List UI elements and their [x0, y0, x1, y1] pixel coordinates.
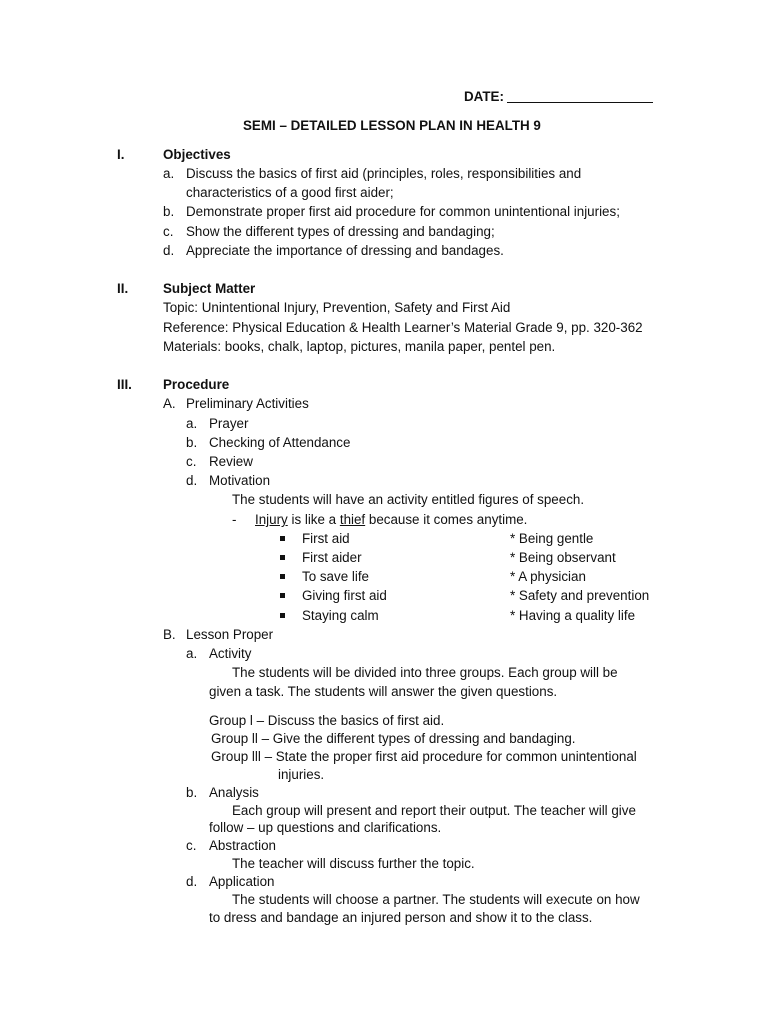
- page-title: SEMI – DETAILED LESSON PLAN IN HEALTH 9: [243, 118, 541, 133]
- figure-end: because it comes anytime.: [365, 512, 528, 527]
- group-3-task: Group lll – State the proper first aid procedure for common unintentional: [211, 749, 637, 764]
- objective-b-text: Demonstrate proper first aid procedure for common unintentional injuries;: [186, 204, 620, 219]
- left-col-item-5: Staying calm: [302, 608, 379, 623]
- activity-text: The students will be divided into three groups. Each group will be: [232, 665, 618, 680]
- figure-of-speech-line: [255, 512, 527, 528]
- activity-label: Activity: [209, 646, 252, 661]
- abstraction-text: The teacher will discuss further the topic.: [232, 856, 475, 871]
- activity-letter: a.: [186, 646, 198, 661]
- analysis-text: Each group will present and report their output. The teacher will give: [232, 803, 636, 818]
- motivation-label: Motivation: [209, 473, 271, 488]
- procedure-heading: Procedure: [163, 377, 230, 392]
- figure-dash: -: [232, 512, 237, 527]
- square-bullet-icon: [280, 593, 285, 598]
- objective-c-letter: c.: [163, 224, 174, 239]
- subject-topic: Topic: Unintentional Injury, Prevention, Safety and First Aid: [163, 300, 511, 315]
- left-col-item-1: First aid: [302, 531, 350, 546]
- right-col-item-2: * Being observant: [510, 550, 616, 565]
- square-bullet-icon: [280, 613, 285, 618]
- abstraction-letter: c.: [186, 838, 197, 853]
- prayer-label: Prayer: [209, 416, 249, 431]
- figure-mid: is like a: [287, 512, 340, 527]
- objective-a-text: Discuss the basics of first aid (principles, roles, responsibilities and: [186, 166, 582, 181]
- attendance-label: Checking of Attendance: [209, 435, 351, 450]
- figure-word-thief: thief: [339, 512, 366, 527]
- objective-a-text-cont: characteristics of a good first aider;: [186, 185, 394, 200]
- prayer-letter: a.: [186, 416, 198, 431]
- right-col-item-5: * Having a quality life: [510, 608, 636, 623]
- objective-b-letter: b.: [163, 204, 175, 219]
- analysis-text-cont: follow – up questions and clarifications.: [209, 820, 442, 835]
- group-3-task-cont: injuries.: [278, 767, 325, 782]
- procedure-number: III.: [117, 377, 132, 392]
- date-blank-line: [507, 102, 653, 103]
- objective-a-letter: a.: [163, 166, 175, 181]
- left-col-item-2: First aider: [302, 550, 362, 565]
- preliminary-letter: A.: [163, 396, 176, 411]
- group-1-task: Group l – Discuss the basics of first aid.: [209, 713, 445, 728]
- right-col-item-4: * Safety and prevention: [510, 588, 650, 603]
- preliminary-label: Preliminary Activities: [186, 396, 309, 411]
- review-label: Review: [209, 454, 253, 469]
- lesson-proper-letter: B.: [163, 627, 176, 642]
- application-label: Application: [209, 874, 275, 889]
- application-letter: d.: [186, 874, 198, 889]
- square-bullet-icon: [280, 536, 285, 541]
- subject-matter-heading: Subject Matter: [163, 281, 256, 296]
- left-col-item-4: Giving first aid: [302, 588, 387, 603]
- motivation-letter: d.: [186, 473, 198, 488]
- objectives-heading: Objectives: [163, 147, 231, 162]
- objective-c-text: Show the different types of dressing and bandaging;: [186, 224, 495, 239]
- subject-matter-number: II.: [117, 281, 129, 296]
- left-col-item-3: To save life: [302, 569, 369, 584]
- group-2-task: Group ll – Give the different types of dressing and bandaging.: [211, 731, 576, 746]
- subject-reference: Reference: Physical Education & Health Learner’s Material Grade 9, pp. 320-362: [163, 320, 643, 335]
- attendance-letter: b.: [186, 435, 198, 450]
- objectives-number: I.: [117, 147, 125, 162]
- application-text: The students will choose a partner. The students will execute on how: [232, 892, 640, 907]
- application-text-cont: to dress and bandage an injured person and show it to the class.: [209, 910, 593, 925]
- objective-d-text: Appreciate the importance of dressing and bandages.: [186, 243, 504, 258]
- activity-text-cont: given a task. The students will answer the given questions.: [209, 684, 558, 699]
- figure-word-injury: Injury: [255, 512, 288, 527]
- objective-d-letter: d.: [163, 243, 175, 258]
- right-col-item-3: * A physician: [510, 569, 586, 584]
- square-bullet-icon: [280, 574, 285, 579]
- date-label: DATE:: [464, 89, 504, 104]
- review-letter: c.: [186, 454, 197, 469]
- analysis-label: Analysis: [209, 785, 259, 800]
- right-col-item-1: * Being gentle: [510, 531, 594, 546]
- abstraction-label: Abstraction: [209, 838, 276, 853]
- motivation-text: The students will have an activity entitled figures of speech.: [232, 492, 585, 507]
- analysis-letter: b.: [186, 785, 198, 800]
- subject-materials: Materials: books, chalk, laptop, pictures, manila paper, pentel pen.: [163, 339, 556, 354]
- lesson-proper-label: Lesson Proper: [186, 627, 274, 642]
- square-bullet-icon: [280, 555, 285, 560]
